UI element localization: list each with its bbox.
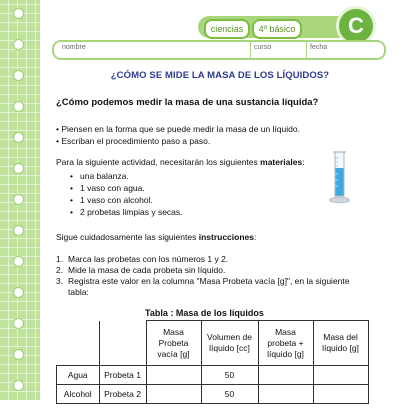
column-header: Masa Probeta vacía [g] [146,321,201,366]
empty-cell [57,321,100,366]
materials-intro: Para la siguiente actividad, necesitarán los siguientes materiales: [56,157,305,167]
list-item: • 2 probetas limpias y secas. [80,206,183,218]
main-question: ¿Cómo podemos medir la masa de una sustancia líquida? [56,97,319,108]
binder-hole [13,163,24,174]
binder-hole [13,70,24,81]
list-item: • una balanza. [80,170,183,182]
course-label: curso [254,44,272,51]
empty-cell [99,321,146,366]
separator [306,42,307,58]
binder-hole [13,101,24,112]
bullet-item: • Piensen en la forma que se puede medir la masa de un líquido. [56,124,300,134]
table-row [57,366,369,385]
instruction-step: 3. Registra este valor en la columna "Masa Probeta vacía [g]", en la siguiente [56,276,350,286]
table-header-row [57,321,369,366]
column-header: Masa probeta + líquido [g] [258,321,313,366]
left-margin-strip [0,0,40,400]
mass-total-cell[interactable] [258,385,313,404]
mass-liquid-cell[interactable] [313,385,368,404]
materials-list [80,170,183,218]
probeta-cell: Probeta 2 [99,385,146,404]
page-title: ¿CÓMO SE MIDE LA MASA DE LOS LÍQUIDOS? [110,70,330,81]
mass-empty-cell[interactable] [146,385,201,404]
mass-total-cell[interactable] [258,366,313,385]
list-item: • 1 vaso con alcohol. [80,194,183,206]
instructions-intro: Sigue cuidadosamente las siguientes instrucciones: [56,232,257,242]
binder-hole [13,194,24,205]
binder-hole [13,349,24,360]
binder-hole [13,225,24,236]
table-caption: Tabla : Masa de los líquidos [145,308,264,318]
student-info-row [52,40,386,60]
bullet-item: • Escriban el procedimiento paso a paso. [56,136,211,146]
binder-hole [13,39,24,50]
binder-hole [13,256,24,267]
instruction-step: 1. Marca las probetas con los números 1 y 2. [56,254,229,264]
list-item: • 1 vaso con agua. [80,182,183,194]
level-badge: C [336,6,376,46]
binder-hole [13,318,24,329]
mass-liquid-cell[interactable] [313,366,368,385]
table-row [57,385,369,404]
mass-empty-cell[interactable] [146,366,201,385]
results-table [56,320,369,404]
subject-pill: ciencias [204,19,250,39]
probeta-cell: Probeta 1 [99,366,146,385]
volume-cell: 50 [201,385,258,404]
liquid-cell: Alcohol [57,385,100,404]
volume-cell: 50 [201,366,258,385]
instruction-steps [56,254,350,298]
grade-pill: 4º básico [252,19,302,39]
date-label: fecha [310,44,328,51]
name-label: nombre [62,44,86,51]
binder-hole [13,8,24,19]
instruction-step: 2. Mide la masa de cada probeta sin líquido. [56,265,226,275]
binder-hole [13,132,24,143]
column-header: Volumen de líquido [cc] [201,321,258,366]
binder-hole [13,380,24,391]
instruction-step-continuation: tabla: [68,287,89,297]
liquid-cell: Agua [57,366,100,385]
graduated-cylinder-icon [328,150,350,206]
binder-holes [13,8,25,411]
binder-hole [13,287,24,298]
separator [250,42,251,58]
column-header: Masa del líquido [g] [313,321,368,366]
